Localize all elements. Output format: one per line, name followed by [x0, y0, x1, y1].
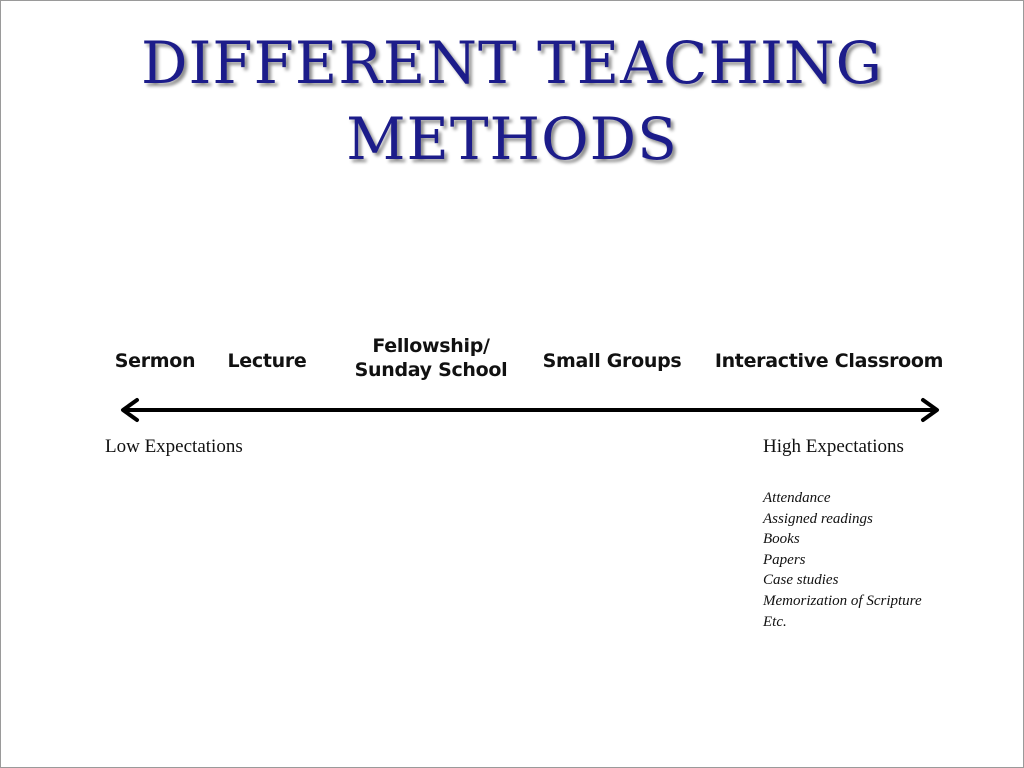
list-item: Papers — [763, 551, 806, 568]
high-expectations-label: High Expectations — [763, 436, 904, 457]
expectations-list — [763, 488, 922, 632]
list-item: Memorization of Scripture — [763, 592, 922, 609]
list-item: Etc. — [763, 613, 787, 630]
list-item: Books — [763, 531, 800, 548]
double-headed-arrow-icon — [1, 1, 1023, 767]
method-small-groups-label: Small Groups — [542, 350, 682, 372]
method-interactive-classroom-label: Interactive Classroom — [714, 350, 944, 372]
low-expectations-label: Low Expectations — [105, 436, 243, 457]
method-sermon-label: Sermon — [114, 350, 196, 372]
title-line-1: DIFFERENT TEACHING — [141, 29, 883, 97]
list-item: Assigned readings — [763, 510, 873, 527]
method-lecture-label: Lecture — [227, 350, 307, 372]
method-fellowship-label-line-1: Fellowship/ — [372, 335, 490, 357]
method-fellowship-label-line-2: Sunday School — [354, 359, 508, 381]
list-item: Attendance — [763, 490, 831, 506]
list-item: Case studies — [763, 572, 839, 589]
title-line-2: METHODS — [346, 105, 678, 173]
